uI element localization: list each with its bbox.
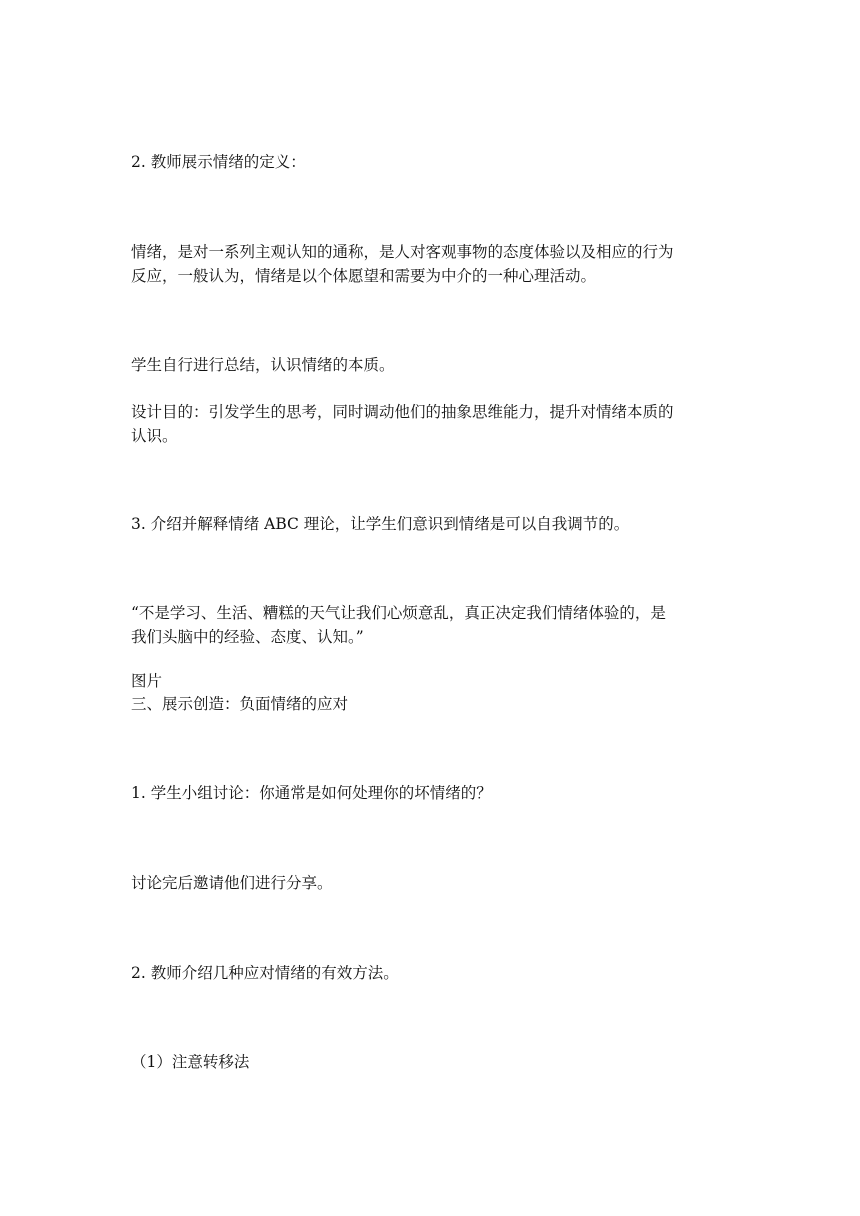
student-summary: 学生自行进行总结，认识情绪的本质。 (131, 356, 395, 374)
step-2-heading: 2. 教师展示情绪的定义： (131, 153, 306, 171)
image-placeholder-label: 图片 (131, 672, 163, 690)
methods-intro-item: 2. 教师介绍几种应对情绪的有效方法。 (131, 964, 399, 982)
sharing-instruction: 讨论完后邀请他们进行分享。 (131, 874, 333, 892)
design-purpose-line-2: 认识。 (131, 427, 178, 445)
definition-line-2: 反应，一般认为，情绪是以个体愿望和需要为中介的一种心理活动。 (131, 267, 597, 285)
design-purpose-line-1: 设计目的：引发学生的思考，同时调动他们的抽象思维能力，提升对情绪本质的 (131, 403, 674, 421)
step-3-heading: 3. 介绍并解释情绪 ABC 理论，让学生们意识到情绪是可以自我调节的。 (131, 515, 630, 533)
method-1-title: （1）注意转移法 (131, 1053, 250, 1071)
section-3-heading: 三、展示创造：负面情绪的应对 (131, 695, 349, 713)
group-discussion-item: 1. 学生小组讨论：你通常是如何处理你的坏情绪的？ (131, 784, 492, 802)
definition-line-1: 情绪，是对一系列主观认知的通称，是人对客观事物的态度体验以及相应的行为 (131, 243, 674, 261)
quote-line-1: “不是学习、生活、糟糕的天气让我们心烦意乱，真正决定我们情绪体验的，是 (131, 604, 666, 622)
quote-line-2: 我们头脑中的经验、态度、认知。” (131, 628, 364, 646)
